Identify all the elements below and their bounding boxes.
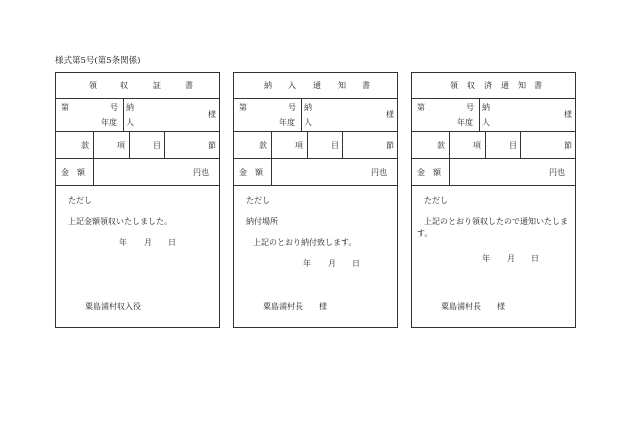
payer-label: 納: [126, 103, 134, 112]
amount-label: 金: [417, 168, 425, 177]
title-char: 通: [501, 81, 509, 90]
payer-row: [56, 99, 219, 132]
receipt-form: [55, 72, 220, 328]
payer-row: [234, 99, 397, 132]
yen-label: 円也: [193, 168, 209, 177]
kou-label: 項: [117, 141, 125, 150]
date-char: 年: [303, 259, 311, 268]
number-label: 第: [417, 103, 425, 112]
body-line: 上記のとおり領収したので通知いたしま: [424, 217, 568, 226]
amount-label: 額: [77, 168, 85, 177]
nendo-label: 年度: [279, 118, 295, 127]
payer-label: 人: [126, 118, 134, 127]
nendo-label: 年度: [101, 118, 117, 127]
body-line: す。: [417, 229, 433, 238]
account-row: [412, 132, 575, 159]
title-char: 証: [153, 81, 161, 90]
moku-label: 目: [153, 141, 161, 150]
title-char: 済: [484, 81, 492, 90]
amount-row: [234, 159, 397, 186]
title-row: [56, 73, 219, 99]
body-line: 納付場所: [246, 217, 278, 226]
nendo-label: 年度: [457, 118, 473, 127]
date-char: 日: [531, 254, 539, 263]
body-line: ただし: [424, 196, 448, 205]
kou-label: 項: [295, 141, 303, 150]
kou-label: 項: [473, 141, 481, 150]
setsu-label: 節: [564, 141, 572, 150]
go-label: 号: [466, 103, 474, 112]
date-char: 月: [507, 254, 515, 263]
date-char: 月: [144, 238, 152, 247]
title-char: 知: [518, 81, 526, 90]
moku-label: 目: [509, 141, 517, 150]
body-line: 上記金額領収いたしました。: [68, 217, 172, 226]
issuer-suffix: 様: [497, 302, 505, 311]
date-char: 日: [168, 238, 176, 247]
receipt-notice-form: [411, 72, 576, 328]
amount-row: [412, 159, 575, 186]
form-style-title: 様式第5号(第5条関係): [55, 56, 141, 66]
kan-label: 款: [437, 141, 445, 150]
body-line: ただし: [246, 196, 270, 205]
sama-label: 様: [208, 110, 216, 119]
date-char: 日: [352, 259, 360, 268]
go-label: 号: [288, 103, 296, 112]
date-char: 年: [482, 254, 490, 263]
moku-label: 目: [331, 141, 339, 150]
title-char: 書: [185, 81, 193, 90]
title-char: 書: [362, 81, 370, 90]
amount-label: 額: [255, 168, 263, 177]
issuer: 粟島浦村長: [263, 302, 303, 311]
date-char: 月: [328, 259, 336, 268]
payment-notice-form: [233, 72, 398, 328]
account-row: [234, 132, 397, 159]
date-char: 年: [119, 238, 127, 247]
issuer: 粟島浦村長: [441, 302, 481, 311]
payer-row: [412, 99, 575, 132]
title-row: [234, 73, 397, 99]
go-label: 号: [110, 103, 118, 112]
number-label: 第: [61, 103, 69, 112]
yen-label: 円也: [371, 168, 387, 177]
title-char: 知: [338, 81, 346, 90]
body-line: ただし: [68, 196, 92, 205]
amount-label: 金: [239, 168, 247, 177]
payer-label: 人: [482, 118, 490, 127]
title-char: 通: [313, 81, 321, 90]
title-char: 領: [89, 81, 97, 90]
title-char: 収: [467, 81, 475, 90]
title-char: 納: [264, 81, 272, 90]
account-row: [56, 132, 219, 159]
title-row: [412, 73, 575, 99]
issuer-suffix: 様: [319, 302, 327, 311]
payer-label: 人: [304, 118, 312, 127]
amount-row: [56, 159, 219, 186]
kan-label: 款: [81, 141, 89, 150]
title-char: 領: [450, 81, 458, 90]
title-char: 書: [534, 81, 542, 90]
issuer: 粟島浦村収入役: [85, 302, 141, 311]
title-char: 収: [120, 81, 128, 90]
body-line: 上記のとおり納付致します。: [253, 238, 357, 247]
yen-label: 円也: [549, 168, 565, 177]
amount-label: 額: [433, 168, 441, 177]
sama-label: 様: [386, 110, 394, 119]
title-char: 入: [288, 81, 296, 90]
kan-label: 款: [259, 141, 267, 150]
setsu-label: 節: [386, 141, 394, 150]
payer-label: 納: [482, 103, 490, 112]
amount-label: 金: [61, 168, 69, 177]
setsu-label: 節: [208, 141, 216, 150]
number-label: 第: [239, 103, 247, 112]
payer-label: 納: [304, 103, 312, 112]
sama-label: 様: [564, 110, 572, 119]
